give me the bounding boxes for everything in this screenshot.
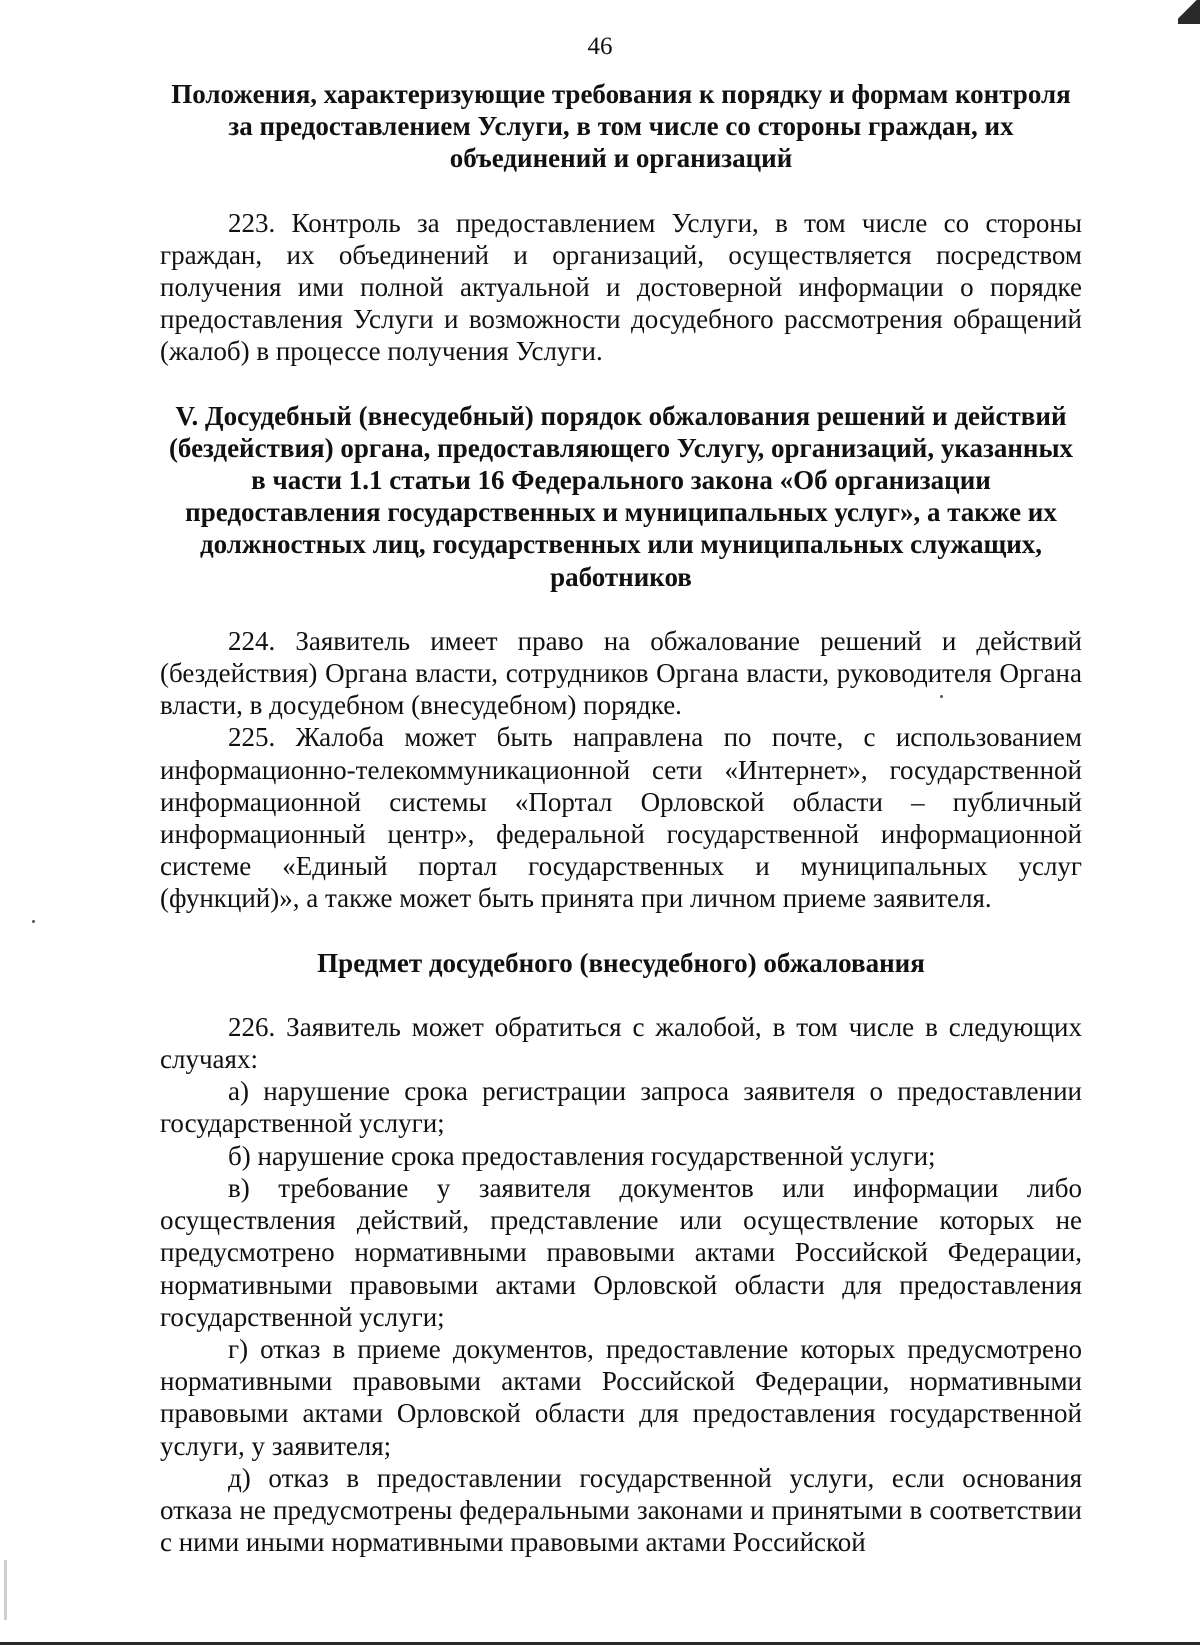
scan-bottom-edge (0, 1642, 1200, 1645)
section-heading-control: Положения, характеризующие требования к порядку и формам контроля за предоставлением Услуги, в том числе со стороны граждан, их объединений и организаций (171, 79, 1071, 174)
scan-speck (32, 920, 35, 923)
list-item-g: г) отказ в приеме документов, предоставление которых предусмотрено нормативными правовыми актами Российской Федерации, нормативными правовыми актами Орловской области для предоставления государственной услуги, у заявителя; (160, 1333, 1082, 1461)
list-item-v: в) требование у заявителя документов или информации либо осуществления действий, представление или осуществление которых не предусмотрено нормативными правовыми актами Российской Федерации, нормативными правовыми актами Орловской области для предоставления государственной услуги; (160, 1172, 1082, 1332)
scan-margin-mark (4, 1560, 7, 1620)
paragraph-223: 223. Контроль за предоставлением Услуги, в том числе со стороны граждан, их объединений и организаций, осуществляется посредством получения ими полной актуальной и достоверной информации о порядке предоставления Услуги и возможности досудебного рассмотрения обращений (жалоб) в процессе получения Услуги. (160, 207, 1082, 367)
document-body (160, 78, 1082, 1558)
list-item-a: а) нарушение срока регистрации запроса заявителя о предоставлении государственной услуги; (160, 1076, 1082, 1139)
paragraph-225: 225. Жалоба может быть направлена по почте, с использованием информационно-телекоммуникационной сети «Интернет», государственной информационной системы «Портал Орловской области – публичный информационный центр», федеральной государственной информационной системе «Единый портал государственных и муниципальных услуг (функций)», а также может быть принята при личном приеме заявителя. (160, 722, 1082, 914)
scan-speck (940, 695, 943, 698)
page-number: 46 (587, 33, 613, 60)
list-item-d: д) отказ в предоставлении государственной услуги, если основания отказа не предусмотрены федеральными законами и принятыми в соответствии с ними иными нормативными правовыми актами Российской (160, 1462, 1082, 1558)
scan-corner-mark (1178, 0, 1200, 24)
paragraph-226: 226. Заявитель может обратиться с жалобой, в том числе в следующих случаях: (160, 1011, 1082, 1075)
paragraph-224: 224. Заявитель имеет право на обжалование решений и действий (бездействия) Органа власти, сотрудников Органа власти, руководителя Органа власти, в досудебном (внесудебном) порядке. (160, 625, 1082, 721)
section-heading-subject: Предмет досудебного (внесудебного) обжалования (317, 947, 925, 978)
list-item-b: б) нарушение срока предоставления государственной услуги; (228, 1140, 936, 1171)
section-heading-appeal: V. Досудебный (внесудебный) порядок обжалования решений и действий (бездействия) органа, предоставляющего Услугу, организаций, указанных в части 1.1 статьи 16 Федерального закона «Об организации предоставления государственных и муниципальных услуг», а также их должностных лиц, государственных или муниципальных служащих, работников (168, 400, 1074, 592)
